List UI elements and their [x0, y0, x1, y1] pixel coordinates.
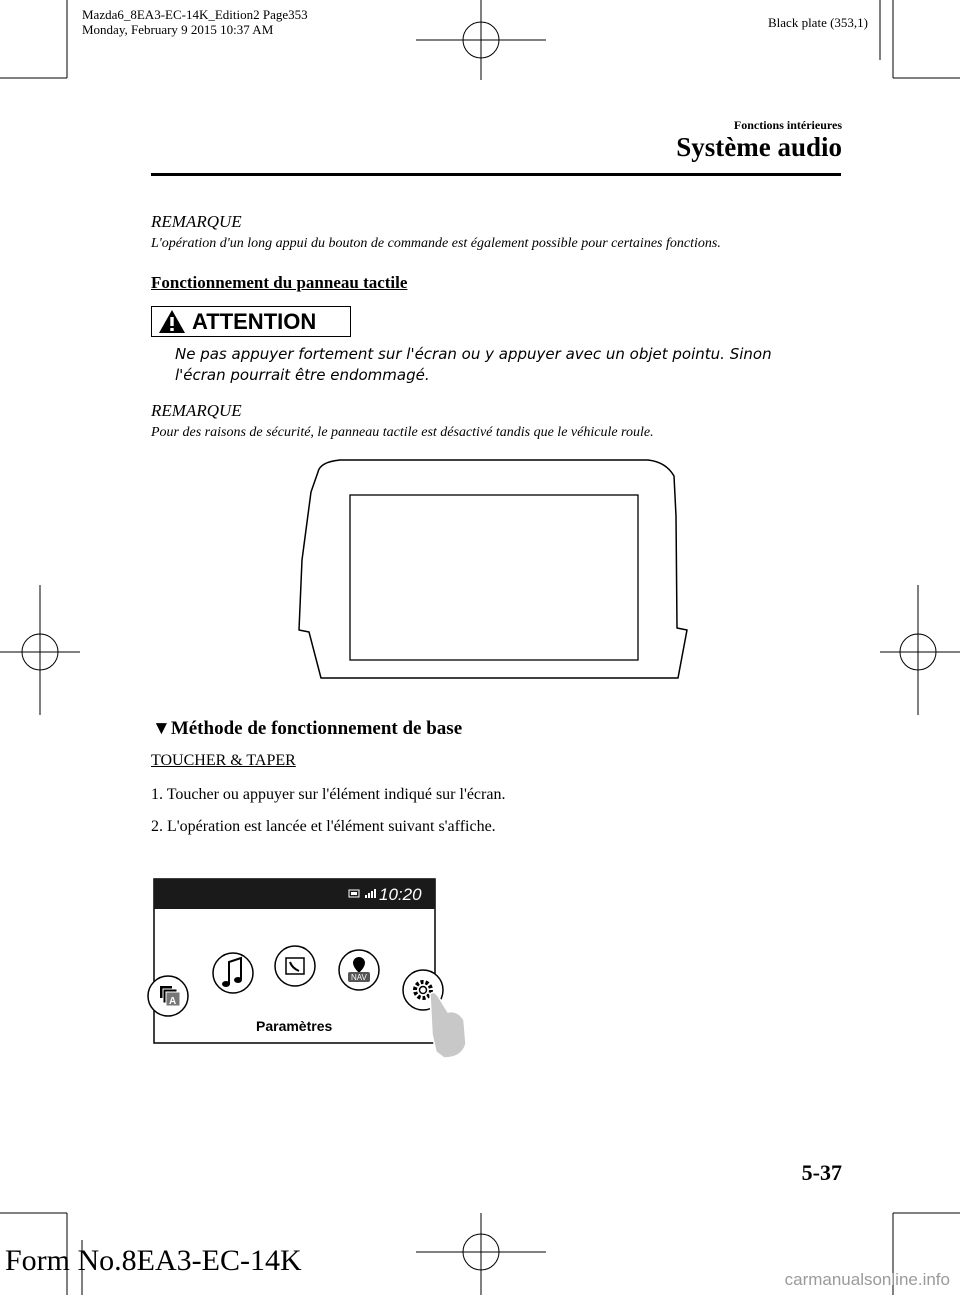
note2-text: Pour des raisons de sécurité, le panneau tactile est désactivé tandis que le véhicule roule.	[151, 425, 654, 440]
music-icon	[213, 953, 253, 993]
attention-label: ATTENTION	[192, 308, 317, 334]
note1-label: REMARQUE	[151, 212, 242, 231]
section-title: Système audio	[676, 132, 842, 162]
step-2: 2. L'opération est lancée et l'élément suivant s'affiche.	[151, 818, 496, 835]
note1-text: L'opération d'un long appui du bouton de commande est également possible pour certaines fonctions.	[151, 236, 721, 251]
apps-icon	[148, 976, 188, 1016]
plate-label: Black plate (353,1)	[768, 15, 868, 30]
clock-text: 10:20	[379, 885, 422, 904]
phone-icon	[275, 946, 315, 986]
watermark: carmanualsonline.info	[784, 1270, 950, 1289]
method-heading-text: Méthode de fonctionnement de base	[170, 718, 463, 739]
attention-line-2: l'écran pourrait être endommagé.	[175, 366, 430, 384]
print-line-2: Monday, February 9 2015 10:37 AM	[82, 22, 274, 37]
method-marker: ▼	[152, 718, 171, 739]
note2-label: REMARQUE	[151, 401, 242, 420]
settings-label: Paramètres	[256, 1018, 333, 1034]
finger-pointer-icon	[430, 992, 466, 1058]
apps-badge: A	[169, 996, 177, 1007]
form-number: Form No.8EA3-EC-14K	[5, 1244, 302, 1277]
print-line-1: Mazda6_8EA3-EC-14K_Edition2 Page353	[82, 7, 308, 22]
step-1: 1. Toucher ou appuyer sur l'élément indiqué sur l'écran.	[151, 786, 506, 803]
navigation-icon	[339, 950, 379, 990]
nav-badge: NAV	[351, 973, 367, 982]
attention-line-1: Ne pas appuyer fortement sur l'écran ou y appuyer avec un objet pointu. Sinon	[175, 345, 772, 363]
section-category: Fonctions intérieures	[733, 118, 842, 132]
page-number: 5-37	[801, 1160, 842, 1185]
touch-tap-heading: TOUCHER & TAPER	[151, 752, 296, 769]
touch-panel-heading: Fonctionnement du panneau tactile	[151, 273, 408, 292]
